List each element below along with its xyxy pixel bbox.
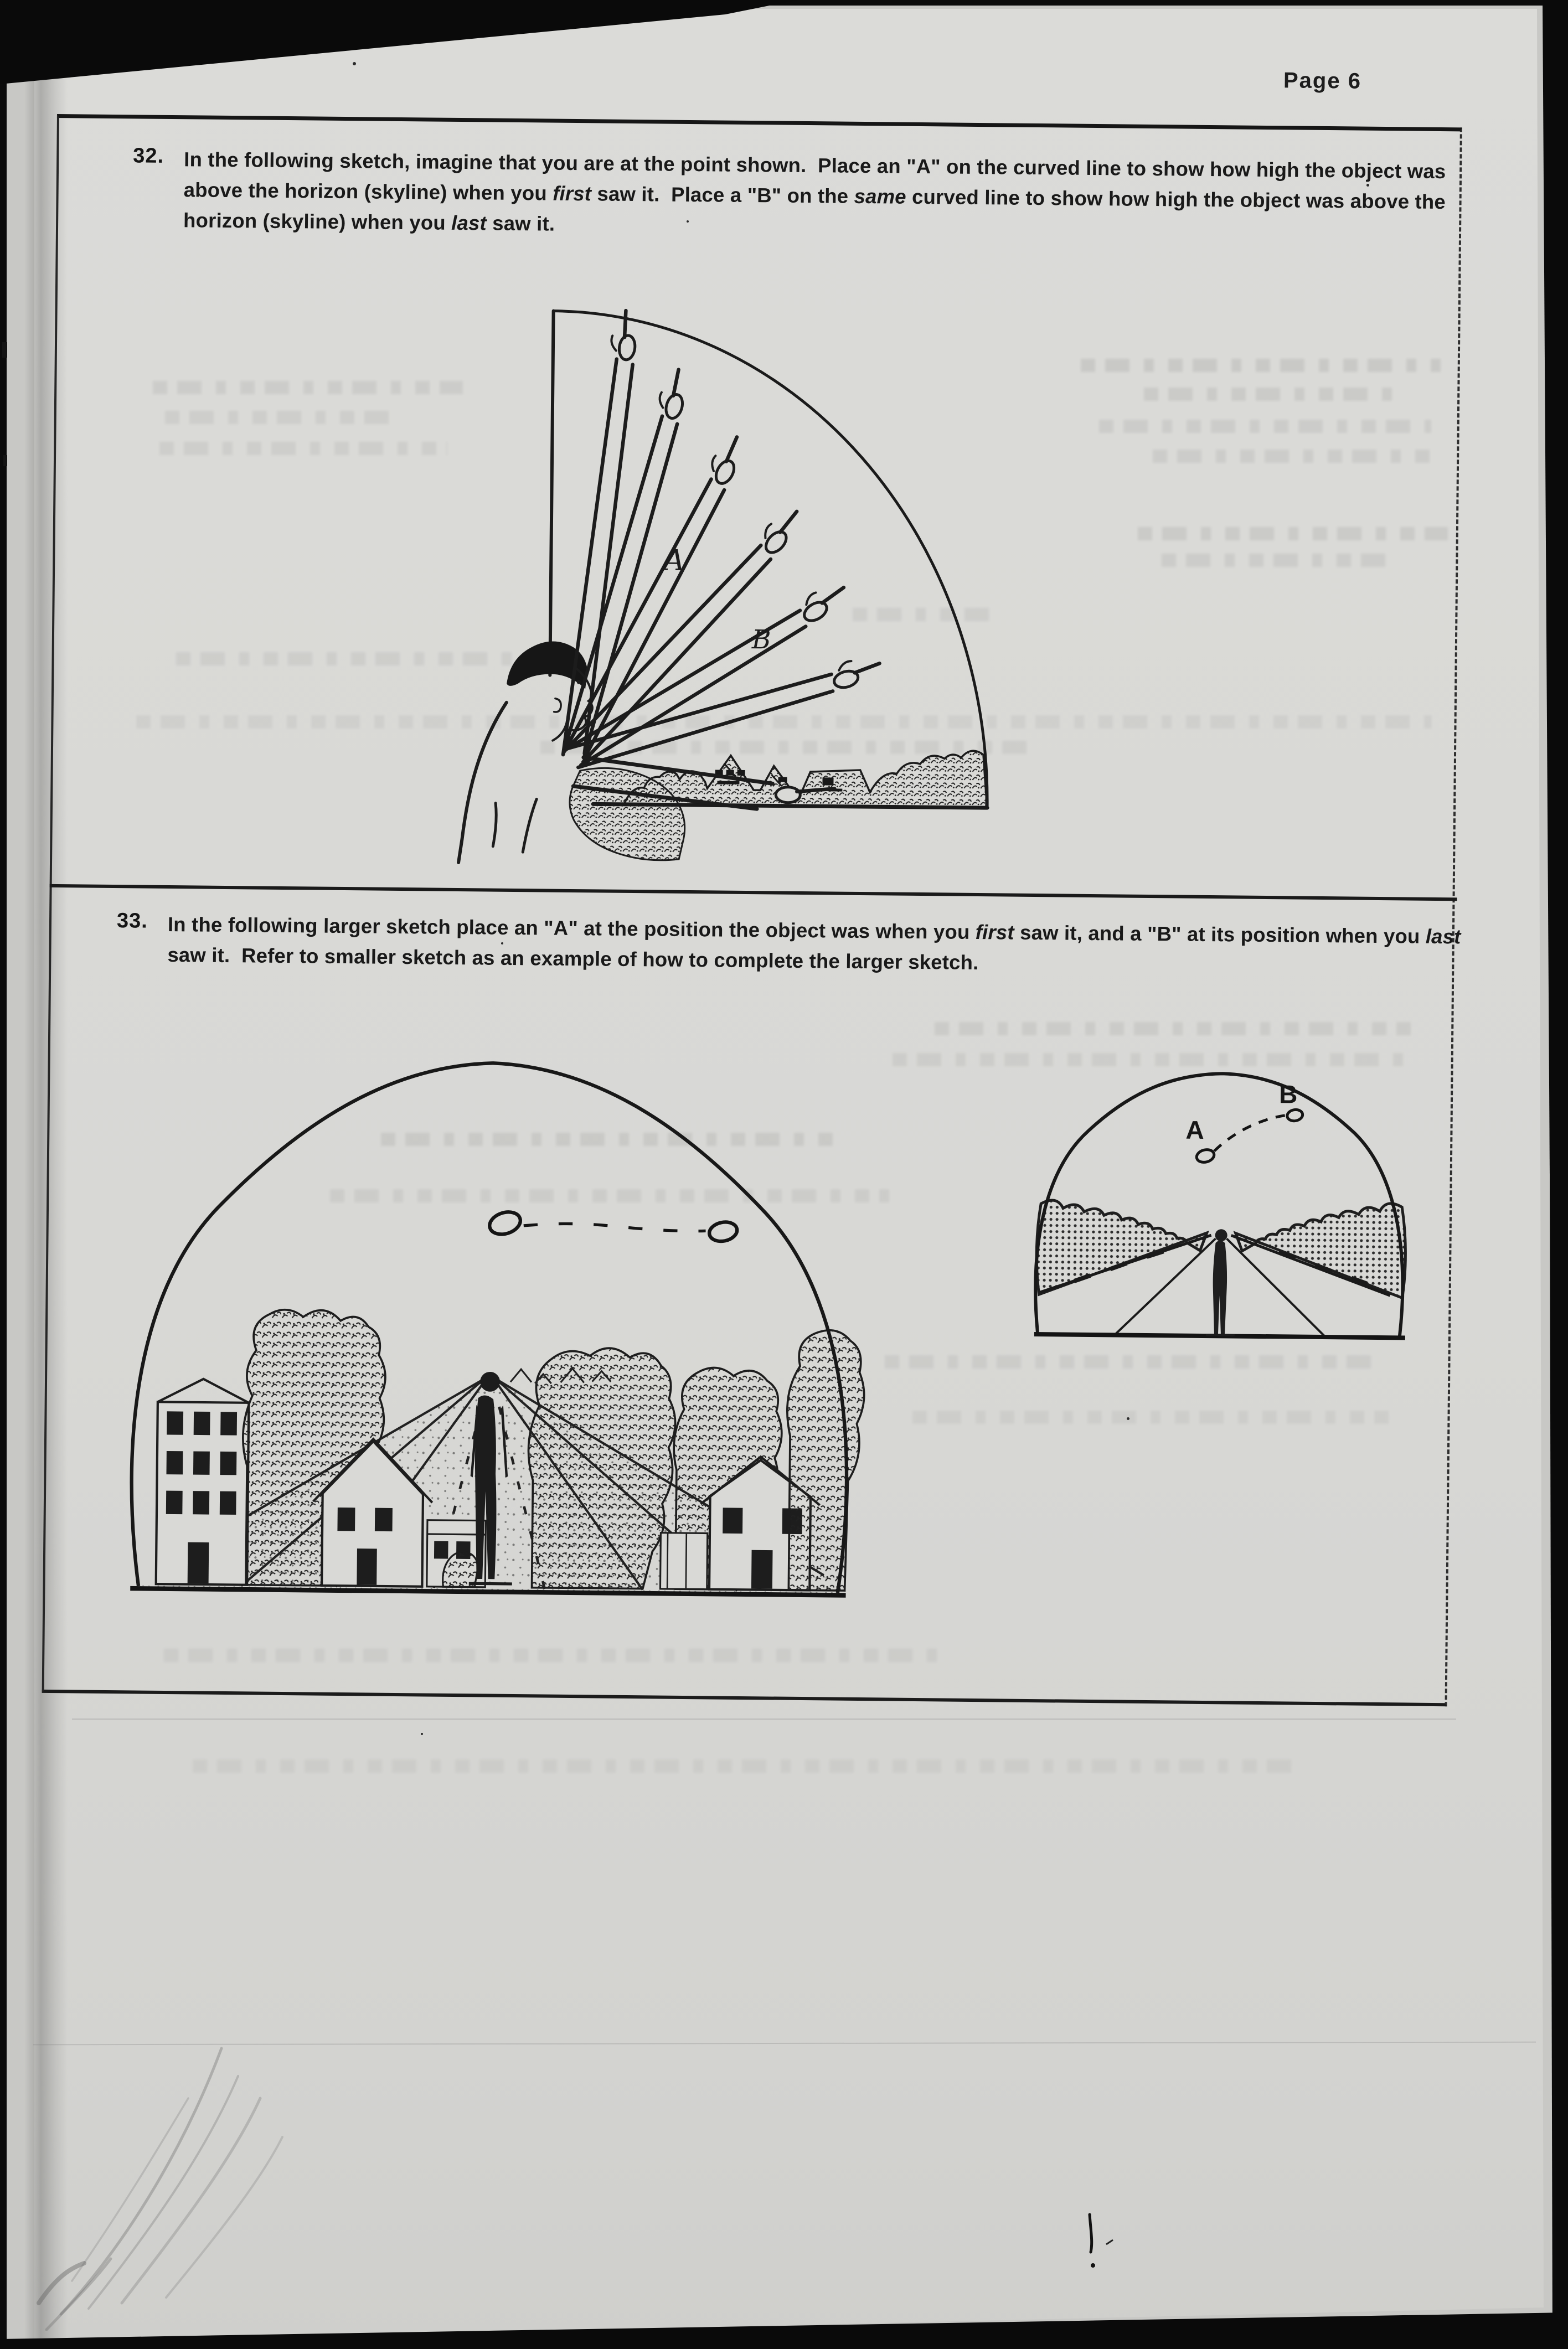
question-33	[116, 909, 1474, 983]
question-32-number: 32.	[133, 144, 164, 168]
ink-mark	[1074, 2209, 1124, 2281]
section-divider-line	[50, 884, 1457, 901]
q32-text-segment: curved line to show how high the object was above the horizon (skyline) when you	[183, 185, 1452, 234]
q33-text-segment: saw it, and a "B" at its position when you	[1014, 921, 1426, 948]
edge-mark	[3, 455, 7, 466]
example-b-label: B	[1278, 1080, 1298, 1109]
page-number: Page 6	[1283, 68, 1362, 94]
q33-text-segment: In the following larger sketch place an "A" at the position the object was when you	[167, 912, 976, 943]
handwritten-a-label: A	[664, 544, 685, 577]
example-a-label: A	[1185, 1115, 1204, 1144]
q32-text-segment: In the following sketch, imagine that you are at the point shown. Place an "A" on the curved line to show how high the object was above the horizon (skyline) when you	[183, 148, 1452, 205]
question-33-number: 33.	[116, 909, 148, 933]
q32-text-segment: saw it.	[486, 211, 555, 235]
example-dashed-line	[1214, 1114, 1287, 1152]
large-dome-street-sketch	[100, 1021, 881, 1629]
example-observer-figure	[1213, 1229, 1227, 1334]
question-33-text	[167, 910, 1470, 983]
question-32	[132, 144, 1467, 247]
vertical-axis-line	[550, 311, 553, 675]
observer-coat	[493, 799, 537, 853]
right-buildings-trees	[527, 1328, 865, 1591]
q32-italic-first: first	[553, 182, 592, 205]
example-dome-sketch	[1018, 1053, 1414, 1350]
question-32-text	[183, 144, 1452, 247]
observer-back	[458, 702, 507, 863]
q33-italic-last: last	[1425, 925, 1461, 948]
handwritten-b-label: B	[751, 624, 771, 655]
q32-italic-same: same	[854, 184, 906, 208]
example-oval-a	[1195, 1148, 1215, 1164]
example-answer-path	[1195, 1108, 1304, 1165]
example-oval-b	[1286, 1108, 1303, 1122]
drawn-answer-path	[487, 1208, 739, 1244]
q33-italic-first: first	[975, 920, 1014, 944]
edge-mark	[2, 342, 7, 358]
q32-italic-last: last	[451, 211, 487, 234]
q33-text-segment: saw it. Refer to smaller sketch as an example of how to complete the larger sketch.	[167, 925, 1467, 974]
dust-speck	[353, 62, 356, 65]
arm-raised-1	[556, 309, 643, 758]
q32-text-segment: saw it. Place a "B" on the	[591, 182, 854, 208]
answer-oval-start	[487, 1209, 523, 1238]
left-tree-mass	[1036, 1200, 1208, 1296]
dust-speck	[421, 1733, 423, 1735]
elevation-quarter-circle-sketch	[440, 287, 1057, 871]
arm-raised-3	[558, 432, 752, 762]
arm-raised-6	[567, 653, 884, 768]
question-box	[42, 114, 1467, 1706]
answer-oval-end	[708, 1220, 739, 1243]
pencil-scuff-marks	[22, 1971, 410, 2331]
right-tree-mass	[1235, 1202, 1406, 1298]
answer-dashed-line	[524, 1223, 706, 1231]
